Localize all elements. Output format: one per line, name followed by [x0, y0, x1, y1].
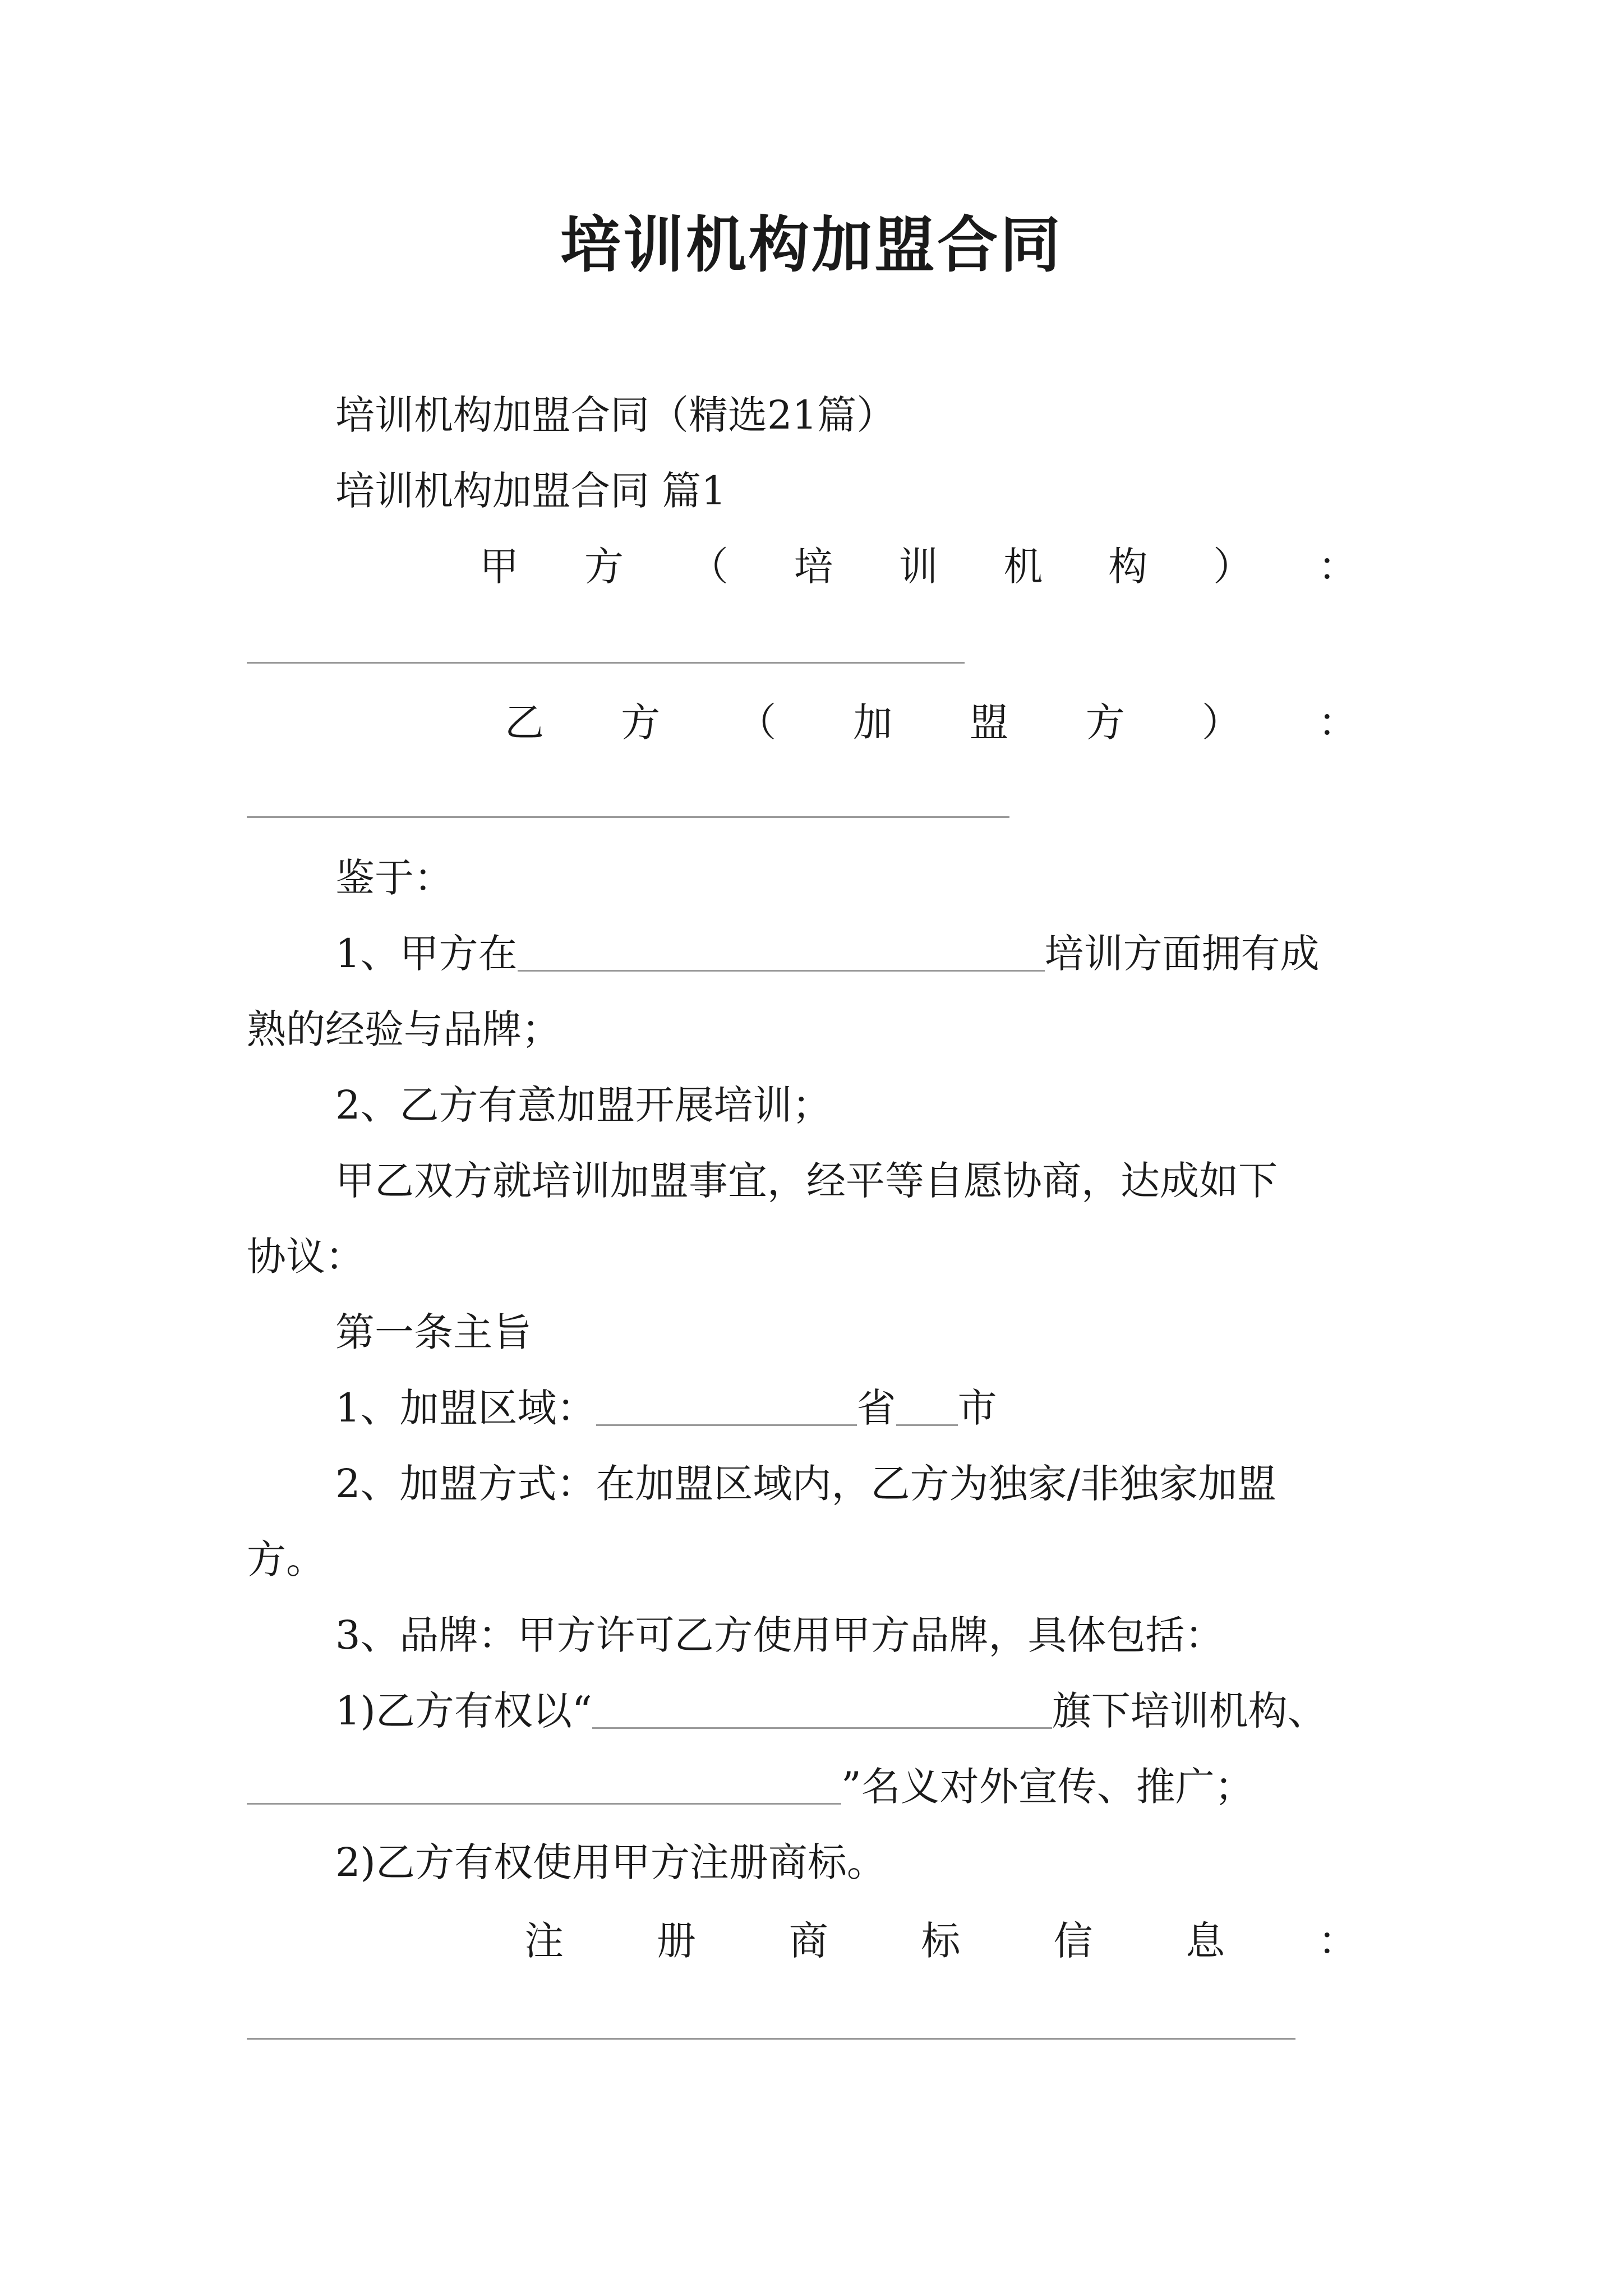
field-institution-name-blank — [247, 1764, 841, 1805]
brand-item-2: 2)乙方有权使用甲方注册商标。 — [335, 1839, 886, 1885]
trademark-info-label: 注 册 商 标 信 息 ： — [524, 1918, 1357, 1964]
party-b-label: 乙 方 （ 加 盟 方 ） ： — [505, 700, 1357, 746]
party-b-blank-line — [247, 816, 1009, 818]
field-parent-brand-blank — [592, 1688, 1052, 1729]
subtitle: 培训机构加盟合同（精选21篇） — [335, 392, 896, 438]
clause-region: 1、加盟区域： 省 市 — [335, 1385, 997, 1431]
field-city-blank — [896, 1385, 958, 1426]
party-a-blank-line — [247, 662, 965, 664]
agreement-intro: 甲乙双方就培训加盟事宜，经平等自愿协商，达成如下 — [335, 1158, 1278, 1204]
section-heading: 培训机构加盟合同 篇1 — [335, 468, 726, 514]
brand-item-1: 1)乙方有权以“ 旗下培训机构、 — [335, 1688, 1327, 1734]
article-1-heading: 第一条主旨 — [335, 1309, 532, 1355]
clause-mode-cont: 方。 — [247, 1536, 325, 1582]
trademark-info-blank-line — [247, 2038, 1295, 2040]
whereas-item-2: 2、乙方有意加盟开展培训； — [335, 1082, 832, 1128]
brand-item-1-cont: ”名义对外宣传、推广； — [247, 1759, 1254, 1815]
agreement-intro-cont: 协议： — [247, 1234, 365, 1280]
clause-mode: 2、加盟方式：在加盟区域内，乙方为独家/非独家加盟 — [335, 1461, 1277, 1507]
field-province-blank — [596, 1385, 857, 1426]
whereas-item-1: 1、甲方在 培训方面拥有成 — [335, 931, 1320, 977]
party-a-label: 甲 方 （ 培 训 机 构 ） ： — [479, 544, 1357, 590]
field-training-area-blank — [518, 931, 1045, 972]
clause-brand: 3、品牌：甲方许可乙方使用甲方品牌，具体包括： — [335, 1612, 1224, 1658]
whereas-item-1-cont: 熟的经验与品牌； — [247, 1006, 561, 1052]
document-title: 培训机构加盟合同 — [560, 210, 1063, 280]
whereas-heading: 鉴于： — [335, 855, 453, 901]
